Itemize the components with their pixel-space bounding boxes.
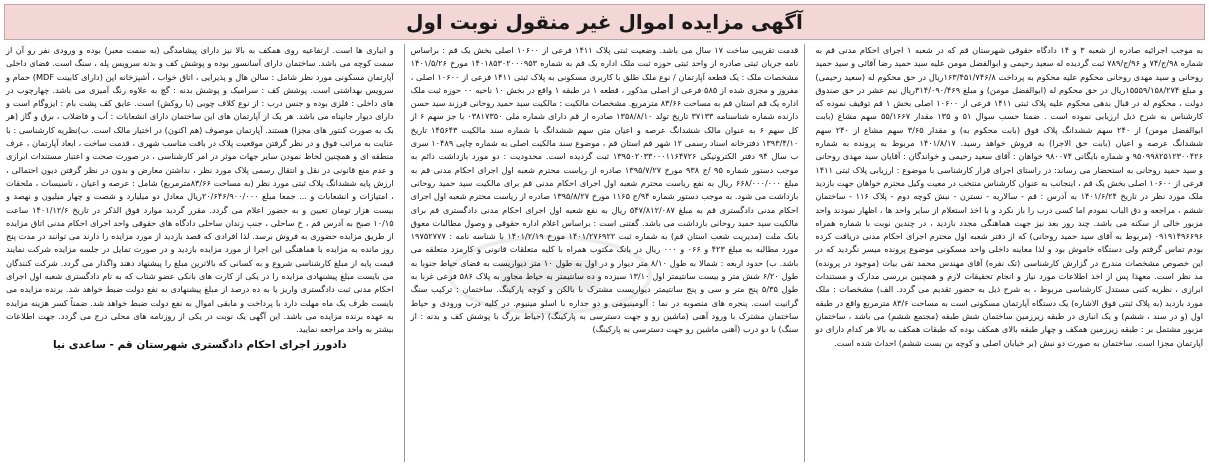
text-columns <box>4 44 1205 462</box>
column-middle-text: قدمت تقریبی ساخت ۱۷ سال می باشد. وضعیت ثبتی پلاک ۱۴۱۱ فرعی از ۱۰۶۰۰ اصلی بخش یک قم : براساس نامه جریان ثبتی صادره از واحد ثبتی حوزه ثبت ملک اداره یک قم به شماره ۱۴۰۱۸۵۳۰۲۰۰۰۹۵۳ مورخ ۱۴۰۱/۵/۲۶ مشخصات ملک : یک قطعه آپارتمان / نوع ملک طلق با کاربری مسکونی به پلاک ثبتی ۱۴۱۱ فرعی از ۱۰۶۰۰ اصلی ، مفروز و مجزی شده از ۵۸۵ فرعی از اصلی مذکور ، قطعه ۱ در طبقه ۱ واقع در بخش ۱۰ ناحیه ۰۰ حوزه ثبت ملک اداره یک قم استان قم به مساحت ۸۳/۶۶ مترمربع. مشخصات مالکیت : مالکیت سید حمید روحانی فرزند سید حسن دارنده شماره شناسنامه ۳۷۱۳۳ تاریخ تولد ۱۳۵۸/۸/۱۰ صادره از قم دارای شماره ملی ۰۳۸۱۷۳۵۰ با جز سهم ۶ از کل سهم ۶ به عنوان مالک ششدانگ عرصه و اعیان متن سهم ششدانگ با شماره سند مالکیت ۱۴۵۶۴۳ تاریخ ۱۳۹۳/۴/۱۰ دفترخانه اسناد رسمی ۱۲ شهر قم استان قم ، موضوع سند مالکیت اصلی به شماره چاپی ۱۰۴۸۹ سری ب سال ۹۴ دفتر الکترونیکی ۱۳۹۵۰۲۰۳۳۰۰۰۱۱۶۴۷۲۶ ثبت گردیده است. محدودیت : دو مورد بازداشت دائم به موجب دستور شماره ۹۵ /ج ۹۳۸ مورخ ۱۳۹۵/۷/۲۷ صادره از ریاست محترم شعبه اول اجرای احکام مدنی قم به مبلغ ۶۶۸/۰۰۰/۰۰۰ ریال به نفع ریاست محترم شعبه اول اجرای احکام مدنی قم برای مالکیت سید حمید روحانی بازداشت می شود. به موجب دستور شماره ۹۴/ج ۱۱۶۵ مورخ ۱۳۹۵/۸/۲۷ صادره از ریاست محترم شعبه اول اجرای احکام مدنی دادگستری قم به مبلغ ۵۴۷/۸۱۲/۰۸۷ ریال به نفع شعبه اول اجرای احکام مدنی دادگستری قم برای مالکیت سید حمید روحانی بازداشت می باشد. گفتنی است : براساس اعلام اداره حقوقی و وصول مطالبات معوق بانک ملت (مدیریت شعب استان قم) به شماره ثبت ۱۴۰۱/۲۷۶۹۲۲ مورخ ۱۴۰۱/۲/۱۹ با شناسه نامه : ۱۹۷۵۲۷۷۷ مورد مطالبه به مبلغ ۴۲۳ و ۰۶۶ و ۰۰۰ ریال در بانک مکتوب همراه با کلیه متعلقات قانونی و کارمزد متعلقه می باشد. ب) حدود اربعه : شمالا به طول ۸/۱۰ متر دیوار و در اول به طول ۱۰ متر دیواریست به فضای حیاط جنوبا به طول ۶/۲۰ شش متر و بیست سانتیمتر اول ۱۳/۱۰ سیزده و ده سانتیمتر به حیاط مجاور به پلاک ۵۸۶ فرعی غربا به طول ۵/۳۵ پنج متر و سی و پنج سانتیمتر دیواریست مشترک با بالکن و کوچه پارکینگ. ساختمان : ترکیب سنگ گرانیت است. پنجره های منصوبه در نما : آلومینیومی و دو جداره با اسلو مینیوم. در کلیه درب ورودی و حیاط ساختمان مشترک با ورود آهنی (ماشین رو و جهت دسترسی به پارکینگ) (حیاط بزرگ با پوشش کف و بدنه : از سنگ) با دو درب (آهنی ماشین رو جهت دسترسی به پارکینگ) <box>410 45 799 335</box>
title-banner <box>4 4 1205 40</box>
column-right-text: به موجب اجرائیه صادره از شعبه ۳ و ۱۴ دادگاه حقوقی شهرستان قم که در شعبه ۱ اجرای احکام مدنی قم به شماره ۹۸/ج/۷۴ و ۹۶/ج/۷۸۹ ثبت گردیده له سعید رحیمی و ابوالفضل مومن علیه سید حمید رضا آقائی و سید حمید روحانی و سید مهدی روحانی محکوم علیه محکوم به پرداخت ۱۶۳/۴۵۱/۷۴۶/۸ریال در حق محکوم له (سعید رحیمی) و مبلغ ۱۵۵۵۹/۱۵۸/۲۷۴ریال در حق محکوم له (ابوالفضل مومن) و مبلغ ۳۱۴/۰۹۰/۴۶۹ریال نیم عشر در حق صندوق دولت ، محکوم له در قبال بدهی محکوم علیه پلاک ثبتی ۱۴۱۱ فرعی از ۱۰۶۰۰ اصلی بخش ۱ قم توقیف نموده که کارشناس به شرح ذیل ارزیابی نموده است . ضمنا حسب سوال ۵۱ و ۱۳۵ مقدار ۵۵/۱۶۶۷ سهم مشاع (بابت ابوالفضل مومن) از ۲۴۰ سهم ششدانگ پلاک فوق (بابت محکوم به) و مقدار ۳/۶۵ سهم مشاع از ۲۴۰ سهم ششدانگ عرصه و اعیان (بابت حق الاجرا) به فروش خواهد رسید. ۱۴۰۱/۸/۱۷ مربوط به پرونده به شماره ۹۵۰۹۹۸۲۵۱۲۳۰۰۴۲۶ و شماره بایگانی ۹۸۰۰۷۴ خواهان : آقای سعید رحیمی و خواندگان : آقایان سید مهدی روحانی و سید حمید روحانی به استحضار می رساند: در راستای اجرای قرار کارشناسی با موضوع : ارزیابی پلاک ثبتی ۱۴۱۱ فرعی از ۱۰۶۰۰ اصلی بخش یک قم ، اینجانب به عنوان کارشناس منتخب در معیت وکیل محترم خواهان جهت بازدید ملک مورد نظر در تاریخ ۱۴۰۱/۶/۲۴ به آدرس : قم - سالاریه - نسترن - نبش کوچه دوم - پلاک ۱۱۶ - ساختمان ششم ، مراجعه و دق الباب نمودم اما کسی درب را باز نکرد و با اخذ استعلام از سایر واحد ها ، اظهار نمودند واحد مزبور خالی از سکنه می باشد. چند روز بعد نیز جهت هماهنگی مجدد بازدید ، در چندین نوبت با شماره همراه ۰۹۱۹۱۴۹۶۶۹۶ (مربوط به آقای سید حمید روحانی) که از دفتر شعبه اول محترم اجرای احکام مدنی دریافت کرده بودم تماس گرفتم ولی دستگاه خاموش بود و لذا معاینه داخلی واحد مسکونی موضوع پرونده میسر نگردید که در این خصوص مشخصات مندرج در گزارش کارشناسی (تک نفره) آقای مهندس محمد تقی بیات (موجود در پرونده) مد نظر است. معهذا پس از اخذ اطلاعات مورد نیاز و انجام تحقیقات لازم و همچنین بررسی مدارک و مستندات ابرازی ، نظریه کتبی مستدل کارشناسی مربوط ، به شرح ذیل به حضور تقدیم می گردد. الف) مشخصات : ملک مورد بازدید (به پلاک ثبتی فوق الاشاره) یک دستگاه آپارتمان مسکونی است به مساحت ۸۳/۶ مترمربع واقع در طبقه اول (و در سند ، ششم) و یک انباری در طبقه زیرزمین ساختمان شش طبقه (مجتمع ششم) می باشد ، ساختمان مزبور مشتمل بر : طبقه زیرزمین همکف و چهار طبقه بالای همکف بوده که طبقات همکف به بالا هر کدام دارای دو آپارتمان مجزا است. ساختمان به صورت دو نبش (بر خیابان اصلی و کوچه بن بست ششم) احداث شده است. <box>815 45 1204 348</box>
column-middle <box>404 44 806 462</box>
notice-title: آگهی مزایده اموال غیر منقول نوبت اول <box>406 10 803 34</box>
column-right <box>813 44 1205 462</box>
column-left <box>4 44 396 462</box>
column-left-text: و انباری ها است. ارتفاعیه روی همکف به بالا نیز دارای پیشامدگی (به سمت معبر) بوده و ورودی نفر رو آن از سمت کوچه می باشد. ساختمان دارای آسانسور بوده و پوشش کف و بدنه سرویس پله ، سنگ است. فضای داخلی آپارتمان مسکونی مورد نظر شامل : سالن هال و پذیرایی ، اتاق خواب ، آشپزخانه اپن (دارای کابینت MDF) حمام و سرویس بهداشتی است. پوشش کف : سرامیک و پوشش بدنه : گچ به علاوه رنگ آمیزی می باشد. چهارچوب در های داخلی : فلزی بوده و جنس درب : از نوع کلاف چوبی (با روکش) است. عایق کف پشت بام : ایزوگام است و دارای دیوار جانپناه می باشد. هر یک از آپارتمان های این ساختمان دارای انشعابات : آب و فاضلاب ، برق و گاز (هر یک به صورت کنتور های مجزا) هستند. آپارتمان موصوف (هم اکنون) در اختیار مالک است. ب)نظریه کارشناسی : با عنایت به مراتب فوق و در نظر گرفتن موقعیت پلاک در بافت مناسب شهری ، قدمت ساخت ، ابعاد آپارتمان ، عرف منطقه ای و همچنین لحاظ نمودن سایر جهات موثر در امر کارشناسی ، در صورت صحت و اعتبار مستندات ابرازی و عدم منع قانونی در نقل و انتقال رسمی پلاک مورد نظر ، نداشتن معارض و بدون در نظر گرفتن دیون احتمالی ، ارزش پایه ششدانگ پلاک ثبتی مورد نظر (به مساحت ۸۳/۶۶مترمربع) شامل : عرصه و اعیان ، تاسیسات ، ملحقات ، امتیازات و انشعابات و ... جمعا مبلغ ۲۰/۶۴۶/۹۰۰/۰۰۰ریال معادل دو میلیارد و شصت و چهار میلیون و نهصد و بیست هزار تومان تعیین و به حضور اعلام می گردد. مقرر گردید موارد فوق الذکر در تاریخ ۱۴۰۱/۱۲/۶ ساعت ۱۰/۱۵ صبح به آدرس قم ، خ ساحلی ، جنب زندان ساحلی دادگاه های حقوقی واحد اجرای احکام مدنی اتاق مزایده از طریق مزایده حضوری به فروش برسد. لذا افرادی که قصد بازدید از مورد مزایده را دارند می توانند در مدت پنج روز مانده به مزایده با هماهنگی این اجرا از مورد مزایده بازدید و در صورت تمایل در جلسه مزایده شرکت نمایند قیمت پایه از مبلغ کارشناسی شروع و به کسانی که بالاترین مبلغ را پیشنهاد دهند واگذار می گردد. شرکت کنندگان می بایست مبلغ پیشنهادی مزایده را در یکی از کارت های بانکی عضو شتاب که به نام دادگستری شعبه اول اجرای احکام مدنی ثبت دادگستری واریز یا به ده درصد از مبلغ پیشنهادی به نفع دولت ضبط خواهد شد. برنده مزایده می بایست ظرف یک ماه مهلت دارد با پرداخت و مابقی اموال به نفع دولت ضبط خواهد شد. ضمناً کسر هزینه مزایده به عهده برنده مزایده می باشد. این آگهی یک نوبت در یکی از روزنامه های محلی درج می گردد. جهت اطلاعات بیشتر به واحد مراجعه نمایید. <box>5 45 394 335</box>
signature: دادورز اجرای احکام دادگستری شهرستان قم - ساعدی نیا <box>52 338 347 351</box>
